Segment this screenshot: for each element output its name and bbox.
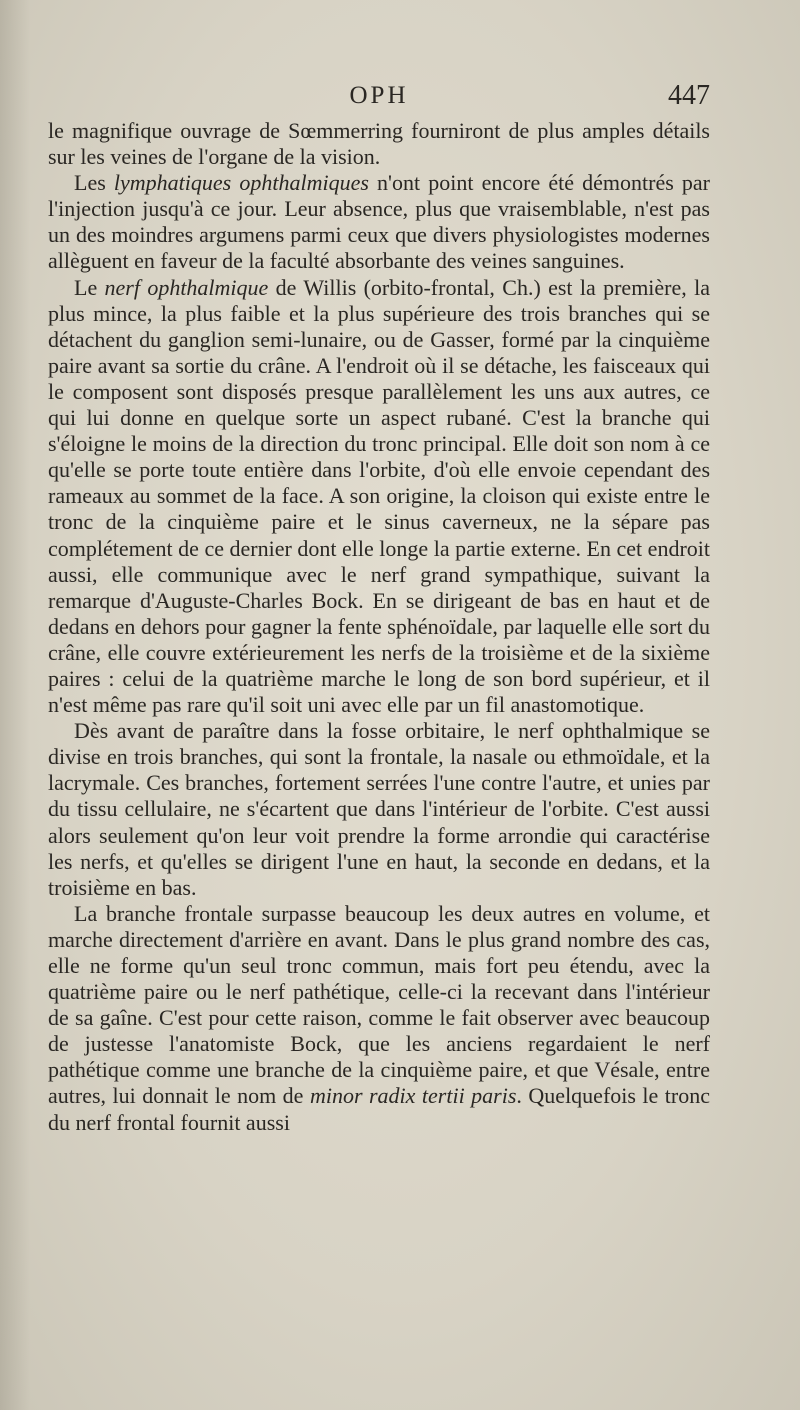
text-run: . Quelquefois le tronc du nerf frontal fournit aussi (48, 1083, 711, 1135)
text-run: le magnifique ouvrage de Sœmmerring fourniront de plus amples détails sur les veines de l'organe de la vision. (48, 118, 710, 170)
paragraph (48, 901, 710, 1136)
italic-term: minor radix tertii paris (309, 1083, 517, 1109)
paragraph (48, 718, 710, 901)
body-text (48, 118, 710, 1136)
text-run: Les (74, 170, 114, 196)
text-run: Dès avant de paraître dans la fosse orbitaire, le nerf ophthalmique se divise en trois branches, qui sont la frontale, la nasale ou ethmoïdale, et la lacrymale. Ces branches, fortement serrées l'une contre l'autre, et unies par du tissu cellulaire, ne s'écartent que dans l'intérieur de l'orbite. C'est aussi alors seulement qu'on leur voit prendre la forme arrondie qui caractérise les nerfs, et qu'elles se dirigent l'une en haut, la seconde en dedans, et la troisième en bas. (48, 718, 710, 900)
text-run: Le (74, 274, 105, 300)
paragraph (48, 170, 710, 274)
running-head: OPH (349, 82, 409, 109)
text-run: La branche frontale surpasse beaucoup les deux autres en volume, et marche directement d'arrière en avant. Dans le plus grand nombre des cas, elle ne forme qu'un seul tronc commun, mais fort peu étendu, avec la quatrième paire ou le nerf pathétique, celle-ci la recevant dans l'intérieur de sa gaîne. C'est pour cette raison, comme le fait observer avec beaucoup de justesse l'anatomiste Bock, que les anciens regardaient le nerf pathétique comme une branche de la cinquième paire, et que Vésale, entre autres, lui donnait le nom de (48, 900, 710, 1109)
italic-term: nerf ophthalmique (104, 274, 269, 300)
page-header (48, 80, 710, 114)
text-run: n'ont point encore été démontrés par l'injection jusqu'à ce jour. Leur absence, plus que vraisemblable, n'est pas un des moindres argumens parmi ceux que divers physiologistes modernes allèguent en faveur de la faculté absorbante des veines sanguines. (48, 170, 710, 274)
italic-term: lymphatiques ophthalmiques (113, 170, 369, 196)
paragraph (48, 118, 710, 170)
paragraph (48, 275, 710, 719)
text-run: de Willis (orbito-frontal, Ch.) est la première, la plus mince, la plus faible et la plus supérieure des trois branches qui se détachent du ganglion semi-lunaire, ou de Gasser, formé par la cinquième paire avant sa sortie du crâne. A l'endroit où il se détache, les faisceaux qui le composent sont disposés presque parallèlement les uns aux autres, ce qui lui donne en quelque sorte un aspect rubané. C'est la branche qui s'éloigne le moins de la direction du tronc principal. Elle doit son nom à ce qu'elle se porte toute entière dans l'orbite, d'où elle envoie cependant des rameaux au sommet de la face. A son origine, la cloison qui existe entre le tronc de la cinquième paire et le sinus caverneux, ne la sépare pas complétement de ce dernier dont elle longe la partie externe. En cet endroit aussi, elle communique avec le nerf grand sympathique, suivant la remarque d'Auguste-Charles Bock. En se dirigeant de bas en haut et de dedans en dehors pour gagner la fente sphénoïdale, par laquelle elle sort du crâne, elle couvre extérieurement les nerfs de la troisième et de la sixième paires : celui de la quatrième marche le long de son bord supérieur, et il n'est même pas rare qu'il soit uni avec elle par un fil anastomotique. (48, 274, 710, 718)
page-number: 447 (668, 80, 710, 111)
